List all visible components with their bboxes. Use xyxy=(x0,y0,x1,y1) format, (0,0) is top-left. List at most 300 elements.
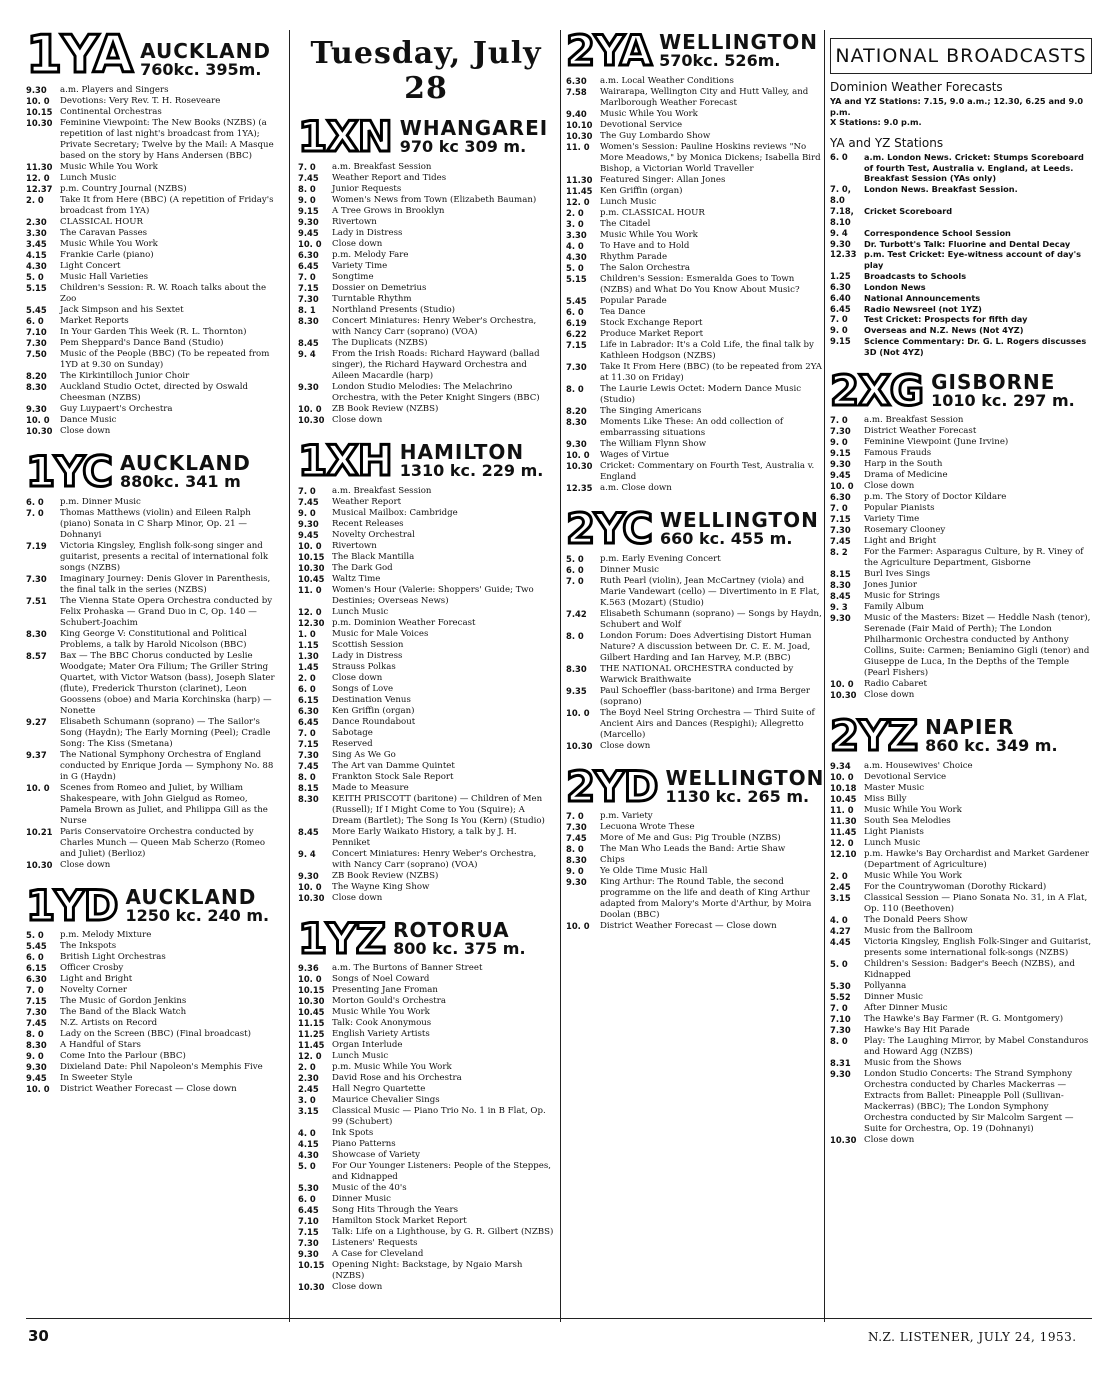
programme-title: Songs of Love xyxy=(332,683,394,694)
programme-time: 9. 0 xyxy=(26,1051,44,1062)
programme-time: 12. 0 xyxy=(26,172,50,183)
programme-title: Frankie Carle (piano) xyxy=(60,249,154,260)
programme-title: English Variety Artists xyxy=(332,1029,430,1040)
programme-time: 9.37 xyxy=(26,749,47,760)
weather-text-x: X Stations: 9.0 p.m. xyxy=(830,117,922,128)
programme-title: a.m. Breakfast Session xyxy=(864,415,964,426)
programme-time: 5. 0 xyxy=(830,959,848,970)
programme-title: Famous Frauds xyxy=(864,448,932,459)
programme-item xyxy=(830,761,1092,772)
programme-item xyxy=(298,783,554,794)
programme-title: Music While You Work xyxy=(60,238,158,249)
programme-title: Paris Conservatoire Orchestra conducted by Charles Munch — Queen Mab Scherzo (Romeo and Juliet) (Berlioz) xyxy=(60,826,266,859)
station-header xyxy=(26,446,279,496)
programme-item xyxy=(298,228,554,239)
programme-time: 5.15 xyxy=(566,273,587,284)
programme-title: Maurice Chevalier Sings xyxy=(332,1095,440,1106)
programme-item xyxy=(26,860,279,871)
station-callsign: 1YC xyxy=(26,446,112,496)
programme-time: 8.20 xyxy=(26,370,47,381)
programme-item xyxy=(298,1150,554,1161)
programme-time: 5. 0 xyxy=(566,262,584,273)
national-time: 7. 0, 8.0 xyxy=(830,183,851,205)
programme-time: 4.30 xyxy=(566,251,587,262)
programme-title: The Boyd Neel String Orchestra — Third Suite of Ancient Airs and Dances (Respighi); Allegretto (Marcello) xyxy=(600,707,815,740)
programme-item xyxy=(566,461,822,483)
programme-time: 9.45 xyxy=(298,227,319,238)
programme-item xyxy=(26,261,279,272)
programme-title: Paul Schoeffler (bass-baritone) and Irma Berger (soprano) xyxy=(600,685,810,707)
programme-time: 7.30 xyxy=(26,337,47,348)
programme-time: 6.30 xyxy=(26,974,47,985)
programme-title: The Salon Orchestra xyxy=(600,262,690,273)
programme-item xyxy=(298,772,554,783)
programme-item xyxy=(298,684,554,695)
programme-item xyxy=(298,1062,554,1073)
programme-item xyxy=(26,118,279,162)
programme-title: Talk: Cook Anonymous xyxy=(332,1018,432,1029)
programme-title: THE NATIONAL ORCHESTRA conducted by Warwick Braithwaite xyxy=(600,663,794,685)
programme-title: The Man Who Leads the Band: Artie Shaw xyxy=(600,844,786,855)
programme-title: Close down xyxy=(864,1135,915,1146)
station-meta xyxy=(665,765,825,806)
programme-title: Dinner Music xyxy=(600,564,659,575)
programme-item xyxy=(298,1161,554,1183)
programme-list xyxy=(26,85,279,437)
programme-item xyxy=(298,673,554,684)
programme-title: Music Hall Varieties xyxy=(60,271,149,282)
programme-item xyxy=(566,822,822,833)
programme-item xyxy=(830,772,1092,783)
programme-time: 11.45 xyxy=(298,1040,325,1051)
programme-title: p.m. Dominion Weather Forecast xyxy=(332,617,476,628)
programme-item xyxy=(830,1135,1092,1146)
programme-title: Destination Venus xyxy=(332,694,411,705)
programme-time: 2.30 xyxy=(26,216,47,227)
programme-title: Made to Measure xyxy=(332,782,409,793)
programme-list xyxy=(26,930,279,1095)
station-callsign: 1XH xyxy=(298,435,392,485)
programme-item xyxy=(298,882,554,893)
programme-title: Music While You Work xyxy=(332,1007,430,1018)
programme-time: 1.30 xyxy=(298,650,319,661)
national-time: 9.30 xyxy=(830,238,851,249)
programme-title: Women's News from Town (Elizabeth Bauman) xyxy=(332,194,537,205)
station-frequency: 1130 kc. 265 m. xyxy=(665,786,810,806)
programme-item xyxy=(830,470,1092,481)
programme-item xyxy=(298,963,554,974)
programme-item xyxy=(26,195,279,217)
programme-item xyxy=(26,250,279,261)
programme-title: Music for Male Voices xyxy=(332,628,429,639)
programme-title: Presenting Jane Froman xyxy=(332,985,438,996)
programme-title: The Duplicats (NZBS) xyxy=(332,337,428,348)
programme-item xyxy=(26,283,279,305)
programme-time: 9.34 xyxy=(830,761,851,772)
station-city: WELLINGTON xyxy=(659,30,818,54)
programme-time: 3.30 xyxy=(566,229,587,240)
column-rule xyxy=(824,30,825,1322)
programme-item xyxy=(566,417,822,439)
programme-title: Stock Exchange Report xyxy=(600,317,703,328)
programme-item xyxy=(298,985,554,996)
station-1yz xyxy=(298,913,554,1308)
programme-time: 10. 0 xyxy=(298,403,322,414)
programme-time: 7. 0 xyxy=(26,507,44,518)
programme-item xyxy=(566,219,822,230)
programme-title: Ken Griffin (organ) xyxy=(332,705,415,716)
programme-time: 11.25 xyxy=(298,1029,325,1040)
programme-time: 5.45 xyxy=(26,304,47,315)
programme-item xyxy=(830,690,1092,701)
programme-title: Featured Singer: Allan Jones xyxy=(600,174,726,185)
programme-item xyxy=(298,717,554,728)
programme-title: Novelty Orchestral xyxy=(332,529,415,540)
programme-time: 7.30 xyxy=(830,426,851,437)
station-header xyxy=(566,503,822,553)
programme-title: Light Concert xyxy=(60,260,121,271)
programme-title: p.m. Hawke's Bay Orchardist and Market Gardener (Department of Agriculture) xyxy=(864,849,1090,871)
programme-item xyxy=(830,827,1092,838)
programme-time: 6.45 xyxy=(298,260,319,271)
column-rule xyxy=(289,30,290,1322)
programme-title: The National Symphony Orchestra of England conducted by Enrique Jorda — Symphony No. 88 in G (Haydn) xyxy=(60,749,274,782)
station-city: WHANGAREI xyxy=(399,116,549,140)
programme-time: 7.42 xyxy=(566,608,587,619)
programme-item xyxy=(830,1036,1092,1058)
programme-item xyxy=(298,1205,554,1216)
programme-time: 7. 0 xyxy=(298,485,316,496)
programme-title: Music While You Work xyxy=(864,805,962,816)
national-title: NATIONAL BROADCASTS xyxy=(835,45,1087,67)
station-city: HAMILTON xyxy=(399,439,525,464)
programme-time: 2. 0 xyxy=(298,672,316,683)
programme-time: 8.30 xyxy=(830,580,851,591)
programme-time: 6. 0 xyxy=(298,1194,316,1205)
programme-time: 9.30 xyxy=(298,518,319,529)
programme-time: 8. 0 xyxy=(566,630,584,641)
programme-item xyxy=(26,974,279,985)
programme-time: 7. 0 xyxy=(566,811,584,822)
programme-item xyxy=(566,686,822,708)
programme-item xyxy=(298,1194,554,1205)
programme-time: 7.15 xyxy=(566,339,587,350)
programme-time: 8. 0 xyxy=(830,1036,848,1047)
programme-time: 9.30 xyxy=(26,403,47,414)
station-1yc xyxy=(26,446,279,885)
programme-title: Showcase of Variety xyxy=(332,1150,420,1161)
programme-title: The Wayne King Show xyxy=(332,881,430,892)
programme-time: 6.30 xyxy=(298,705,319,716)
programme-title: Produce Market Report xyxy=(600,328,704,339)
national-item xyxy=(830,152,1092,184)
national-title: Broadcasts to Schools xyxy=(864,270,967,281)
programme-time: 9.30 xyxy=(566,438,587,449)
programme-item xyxy=(566,384,822,406)
programme-title: Devotions: Very Rev. T. H. Roseveare xyxy=(60,95,221,106)
programme-title: Waltz Time xyxy=(332,573,381,584)
programme-title: District Weather Forecast xyxy=(864,426,977,437)
programme-time: 9.35 xyxy=(566,685,587,696)
programme-time: 8.30 xyxy=(26,628,47,639)
programme-time: 4.27 xyxy=(830,926,851,937)
station-meta xyxy=(931,369,1075,410)
programme-title: Novelty Corner xyxy=(60,985,128,996)
national-item xyxy=(830,184,1092,206)
programme-time: 10. 0 xyxy=(298,540,322,551)
programme-title: Music of the 40's xyxy=(332,1183,407,1194)
programme-item xyxy=(566,664,822,686)
programme-item xyxy=(566,329,822,340)
programme-item xyxy=(26,96,279,107)
spacer xyxy=(830,1146,1092,1160)
programme-time: 7.45 xyxy=(298,496,319,507)
programme-title: Light and Bright xyxy=(864,536,937,547)
programme-title: District Weather Forecast — Close down xyxy=(600,921,777,932)
programme-title: For Our Younger Listeners: People of the Steppes, and Kidnapped xyxy=(332,1161,551,1183)
programme-title: Children's Session: Badger's Beech (NZBS), and Kidnapped xyxy=(864,959,1075,981)
programme-item xyxy=(298,871,554,882)
programme-time: 8.15 xyxy=(830,569,851,580)
national-broadcasts-box xyxy=(830,38,1092,74)
column-4 xyxy=(830,30,1092,1322)
national-time: 7. 0 xyxy=(830,314,848,325)
programme-item xyxy=(566,483,822,494)
station-header xyxy=(298,435,554,485)
programme-item xyxy=(298,1260,554,1282)
programme-time: 6.45 xyxy=(298,716,319,727)
programme-time: 4. 0 xyxy=(830,915,848,926)
programme-title: Children's Session: R. W. Roach talks about the Zoo xyxy=(60,282,267,304)
programme-time: 10.30 xyxy=(298,562,325,573)
programme-item xyxy=(26,827,279,860)
programme-item xyxy=(566,120,822,131)
programme-time: 7. 0 xyxy=(298,161,316,172)
programme-time: 10.30 xyxy=(26,117,53,128)
national-title: Science Commentary: Dr. G. L. Rogers discusses 3D (Not 4YZ) xyxy=(864,336,1087,357)
station-2ya xyxy=(566,26,822,508)
programme-time: 11.45 xyxy=(830,827,857,838)
programme-time: 7.10 xyxy=(26,326,47,337)
programme-time: 10. 0 xyxy=(26,414,50,425)
programme-item xyxy=(298,382,554,404)
programme-item xyxy=(298,1249,554,1260)
programme-title: Dance Roundabout xyxy=(332,716,416,727)
programme-time: 8.30 xyxy=(566,663,587,674)
programme-time: 6. 0 xyxy=(26,952,44,963)
station-city: WELLINGTON xyxy=(665,765,825,790)
programme-title: More of Me and Gus: Pig Trouble (NZBS) xyxy=(600,833,781,844)
programme-time: 8. 0 xyxy=(566,383,584,394)
programme-time: 4.30 xyxy=(298,1150,319,1161)
programme-title: Moments Like These: An odd collection of embarrassing situations xyxy=(600,416,784,438)
programme-item xyxy=(830,959,1092,981)
station-callsign: 1XN xyxy=(298,112,392,161)
programme-time: 10.21 xyxy=(26,826,53,837)
programme-title: David Rose and his Orchestra xyxy=(332,1073,462,1084)
programme-item xyxy=(26,1040,279,1051)
programme-time: 10.30 xyxy=(298,1282,325,1293)
programme-item xyxy=(566,340,822,362)
programme-item xyxy=(26,338,279,349)
programme-item xyxy=(298,563,554,574)
programme-time: 10.15 xyxy=(298,551,325,562)
programme-item xyxy=(298,239,554,250)
programme-time: 10. 0 xyxy=(26,1084,50,1095)
station-callsign: 2XG xyxy=(830,365,924,415)
programme-item xyxy=(830,915,1092,926)
programme-title: Organ Interlude xyxy=(332,1040,403,1051)
programme-title: Hall Negro Quartette xyxy=(332,1084,426,1095)
weather-heading: Dominion Weather Forecasts xyxy=(830,80,1003,94)
programme-title: p.m. Music While You Work xyxy=(332,1062,452,1073)
programme-item xyxy=(830,816,1092,827)
programme-time: 7. 0 xyxy=(26,985,44,996)
programme-item xyxy=(26,1084,279,1095)
national-time: 6.40 xyxy=(830,292,851,303)
national-item xyxy=(830,271,1092,282)
programme-time: 9. 0 xyxy=(830,437,848,448)
programme-time: 5.45 xyxy=(566,295,587,306)
programme-title: p.m. Dinner Music xyxy=(60,496,141,507)
programme-title: CLASSICAL HOUR xyxy=(60,216,143,227)
programme-item xyxy=(566,263,822,274)
station-frequency: 660 kc. 455 m. xyxy=(659,528,793,548)
programme-item xyxy=(298,794,554,827)
programme-title: To Have and to Hold xyxy=(600,240,690,251)
programme-title: ZB Book Review (NZBS) xyxy=(332,870,439,881)
programme-title: Music While You Work xyxy=(60,161,158,172)
programme-item xyxy=(26,349,279,371)
programme-time: 9.15 xyxy=(830,448,851,459)
programme-time: 8.30 xyxy=(26,1040,47,1051)
national-time: 9.15 xyxy=(830,336,851,347)
programme-time: 2. 0 xyxy=(26,194,44,205)
programme-time: 8.30 xyxy=(566,416,587,427)
programme-item xyxy=(26,783,279,827)
national-time: 7.18, 8.10 xyxy=(830,205,854,227)
programme-title: Concert Miniatures: Henry Weber's Orchestra, with Nancy Carr (soprano) (VOA) xyxy=(332,315,537,337)
programme-title: The Singing Americans xyxy=(600,405,702,416)
national-item xyxy=(830,282,1092,293)
programme-title: Music of the Masters: Bizet — Heddle Nash (tenor), Serenade (Fair Maid of Perth); The London Philharmonic Orchestra conducted by Anthony Collins, Suite: Carmen; Beniamino Gigli (tenor) and Giuseppe de Luca, In the Depths of the Temple (Pearl Fishers) xyxy=(864,613,1091,679)
national-title: Test Cricket: Prospects for fifth day xyxy=(864,314,1028,325)
programme-time: 7. 0 xyxy=(830,1003,848,1014)
programme-item xyxy=(830,783,1092,794)
programme-time: 7.15 xyxy=(298,282,319,293)
programme-title: Lunch Music xyxy=(600,196,657,207)
programme-title: Lunch Music xyxy=(332,1051,389,1062)
programme-time: 5.52 xyxy=(830,992,851,1003)
programme-time: 11. 0 xyxy=(566,141,590,152)
programme-title: Master Music xyxy=(864,783,925,794)
programme-title: King Arthur: The Round Table, the second programme on the life and death of King Arthur adapted from Malory's Morte d'Arthur, by Moira Doolan (BBC) xyxy=(600,877,812,921)
programme-item xyxy=(830,805,1092,816)
programme-time: 7.30 xyxy=(26,1007,47,1018)
programme-time: 2. 0 xyxy=(298,1062,316,1073)
national-item xyxy=(830,239,1092,250)
date-heading: Tuesday, July 28 xyxy=(310,36,542,106)
programme-time: 10.15 xyxy=(298,1260,325,1271)
programme-item xyxy=(830,613,1092,679)
programme-title: Songs of Noel Coward xyxy=(332,974,430,985)
programme-time: 5. 0 xyxy=(26,271,44,282)
programme-item xyxy=(26,305,279,316)
programme-time: 6. 0 xyxy=(566,564,584,575)
programme-item xyxy=(566,76,822,87)
programme-title: Wages of Virtue xyxy=(600,449,670,460)
station-frequency: 1250 kc. 240 m. xyxy=(125,905,270,925)
programme-time: 10.15 xyxy=(298,985,325,996)
programme-time: 2.30 xyxy=(298,1073,319,1084)
programme-title: a.m. Breakfast Session xyxy=(332,485,432,496)
programme-title: Wairarapa, Wellington City and Hutt Valley, and Marlborough Weather Forecast xyxy=(600,86,809,108)
programme-item xyxy=(566,274,822,296)
programme-title: The Donald Peers Show xyxy=(864,915,968,926)
programme-title: Rivertown xyxy=(332,540,377,551)
programme-time: 9.30 xyxy=(298,870,319,881)
programme-time: 7.58 xyxy=(566,86,587,97)
programme-time: 9.30 xyxy=(298,216,319,227)
programme-time: 8. 0 xyxy=(298,771,316,782)
programme-time: 10. 0 xyxy=(298,238,322,249)
programme-item xyxy=(298,974,554,985)
programme-item xyxy=(298,827,554,849)
programme-time: 10.30 xyxy=(830,1135,857,1146)
programme-time: 9.30 xyxy=(830,459,851,470)
programme-item xyxy=(26,239,279,250)
programme-time: 8. 0 xyxy=(26,1029,44,1040)
programme-title: Thomas Matthews (violin) and Eileen Ralph (piano) Sonata in C Sharp Minor, Op. 21 — Dohnanyi xyxy=(60,507,251,540)
programme-time: 9. 4 xyxy=(298,848,316,859)
programme-title: Feminine Viewpoint: The New Books (NZBS) (a repetition of last night's broadcast from 1YA); Private Secretary; Twelve by the Mail: A Masque based on the story by Hans Andersen (BBC) xyxy=(60,117,274,161)
programme-item xyxy=(26,162,279,173)
programme-item xyxy=(830,849,1092,871)
programme-time: 7.45 xyxy=(26,1018,47,1029)
programme-item xyxy=(26,1051,279,1062)
programme-item xyxy=(830,525,1092,536)
programme-time: 3.15 xyxy=(830,893,851,904)
programme-item xyxy=(26,629,279,651)
programme-time: 4.15 xyxy=(26,249,47,260)
programme-title: Variety Time xyxy=(332,260,388,271)
programme-title: Ink Spots xyxy=(332,1128,374,1139)
station-city: NAPIER xyxy=(925,715,1015,740)
programme-item xyxy=(26,327,279,338)
national-title: London News xyxy=(864,281,926,292)
national-title: Overseas and N.Z. News (Not 4YZ) xyxy=(864,325,1024,336)
station-frequency: 970 kc 309 m. xyxy=(399,137,527,156)
programme-item xyxy=(298,629,554,640)
programme-title: Women's Hour (Valerie: Shoppers' Guide; Two Destinies; Overseas News) xyxy=(332,584,534,606)
programme-time: 10.45 xyxy=(298,573,325,584)
programme-item xyxy=(26,316,279,327)
programme-title: Victoria Kingsley, English Folk-Singer and Guitarist, presents some international folk-songs (NZBS) xyxy=(864,937,1092,959)
programme-time: 6.15 xyxy=(26,963,47,974)
programme-title: KEITH PRISCOTT (baritone) — Children of Men (Russell); If I Might Come to You (Squire); A Dream (Bartlet); The Song Is You (Kern) (Studio) xyxy=(332,793,545,826)
programme-item xyxy=(298,706,554,717)
programme-title: Close down xyxy=(332,1282,383,1293)
programme-title: A Tree Grows in Brooklyn xyxy=(332,205,445,216)
national-title: p.m. Test Cricket: Eye-witness account of day's play xyxy=(864,249,1081,271)
programme-item xyxy=(566,708,822,741)
programme-item xyxy=(566,109,822,120)
programme-title: Hawke's Bay Hit Parade xyxy=(864,1025,970,1036)
programme-time: 10.10 xyxy=(566,119,593,130)
programme-time: 7.30 xyxy=(298,1238,319,1249)
programme-item xyxy=(298,1029,554,1040)
programme-time: 9.45 xyxy=(298,529,319,540)
